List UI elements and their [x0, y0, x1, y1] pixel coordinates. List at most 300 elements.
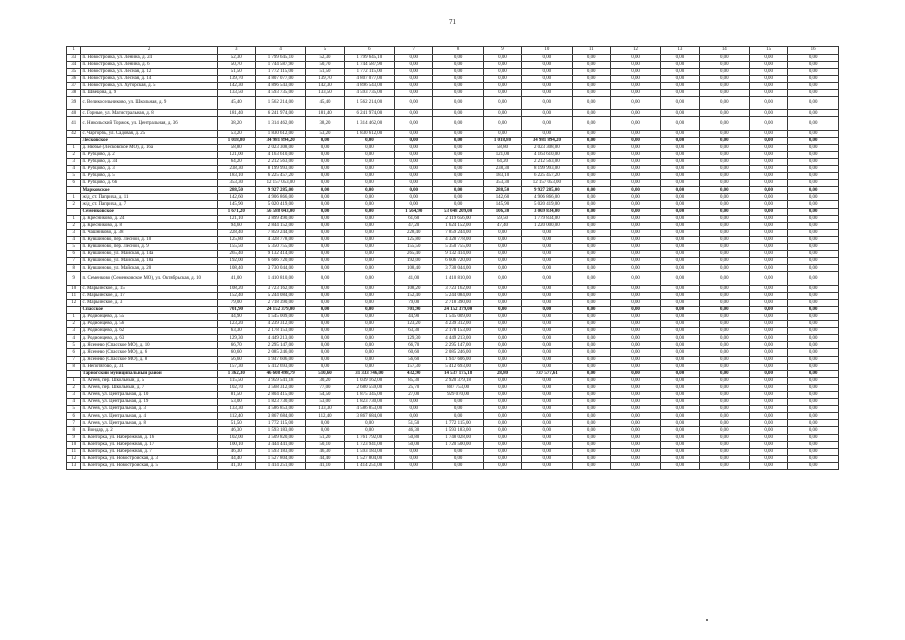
value-cell: 0,00 — [306, 158, 344, 165]
value-cell: 0,00 — [750, 117, 788, 130]
value-cell: 0,00 — [750, 272, 788, 285]
address-cell: п. Кувшиново, ул. Майская, д. 18а — [81, 258, 217, 265]
value-cell: 1 799 645,10 — [255, 54, 306, 61]
value-cell: 0,00 — [522, 299, 573, 306]
value-cell: 4 239 312,00 — [433, 321, 484, 328]
value-cell: 1 593 183,00 — [433, 427, 484, 434]
row-number-cell: 10 — [67, 441, 81, 448]
value-cell: 0,00 — [572, 384, 610, 391]
value-cell: 0,00 — [661, 349, 699, 356]
address-cell: д. Ясенево (Спасское МО), д. 6 — [81, 349, 217, 356]
value-cell: 0,00 — [433, 180, 484, 187]
value-cell: 0,00 — [610, 272, 661, 285]
value-cell: 94,60 — [217, 222, 255, 229]
row-number-cell: 40 — [67, 110, 81, 117]
value-cell: 4 807 077,00 — [344, 75, 395, 82]
value-cell: 3 444 441,00 — [255, 441, 306, 448]
row-number-cell: 33 — [67, 54, 81, 61]
row-number-cell: 3 — [67, 328, 81, 335]
value-cell: 0,00 — [661, 384, 699, 391]
value-cell: 0,00 — [610, 285, 661, 292]
value-cell: 0,00 — [610, 180, 661, 187]
value-cell: 1 772 115,00 — [255, 420, 306, 427]
value-cell: 1 947 606,00 — [255, 356, 306, 363]
value-cell: 0,00 — [395, 180, 433, 187]
value-cell: 0,00 — [306, 187, 344, 194]
value-cell: 0,00 — [483, 285, 521, 292]
value-cell: 0,00 — [788, 427, 839, 434]
value-cell: 0,00 — [699, 144, 750, 151]
table-row — [67, 244, 839, 251]
address-cell: п. Новостройка, ул. Ленина, д. 24 — [81, 54, 217, 61]
value-cell: 0,00 — [522, 68, 573, 75]
value-cell: 0,00 — [661, 82, 699, 89]
value-cell: 125,80 — [395, 236, 433, 243]
value-cell: 123,20 — [217, 321, 255, 328]
value-cell: 0,00 — [433, 399, 484, 406]
address-cell: п. Швецова, д. 9 — [81, 89, 217, 96]
address-cell: ж/д_ст. Паприха, д. 11 — [81, 194, 217, 201]
value-cell: 4 896 543,00 — [344, 82, 395, 89]
value-cell: 155,50 — [395, 244, 433, 251]
value-cell: 0,00 — [661, 215, 699, 222]
value-cell: 0,00 — [610, 427, 661, 434]
value-cell: 0,00 — [433, 462, 484, 469]
value-cell: 1 564,90 — [395, 208, 433, 215]
value-cell: 0,00 — [788, 194, 839, 201]
value-cell: 53,20 — [217, 130, 255, 137]
value-cell: 3 730 044,00 — [433, 265, 484, 272]
value-cell: 0,00 — [750, 68, 788, 75]
value-cell: 432,90 — [395, 370, 433, 377]
value-cell: 4 328 778,00 — [255, 236, 306, 243]
value-cell: 2 680 559,00 — [344, 384, 395, 391]
value-cell: 0,00 — [306, 306, 344, 313]
value-cell: 0,00 — [661, 306, 699, 313]
value-cell: 4 163 610,00 — [522, 151, 573, 158]
value-cell: 0,00 — [610, 201, 661, 208]
value-cell: 0,00 — [699, 272, 750, 285]
value-cell: 102,70 — [217, 384, 255, 391]
value-cell: 0,00 — [610, 420, 661, 427]
row-number-cell: 38 — [67, 89, 81, 96]
table-body — [67, 47, 839, 470]
value-cell: 0,00 — [610, 82, 661, 89]
value-cell: 0,00 — [483, 335, 521, 342]
value-cell: 145,90 — [217, 201, 255, 208]
address-cell: д. Нюбье (Лесковское МО), д. 16а — [81, 144, 217, 151]
value-cell: 0,00 — [750, 370, 788, 377]
value-cell: 28,80 — [483, 370, 521, 377]
value-cell: 0,00 — [661, 151, 699, 158]
value-cell: 0,00 — [306, 144, 344, 151]
value-cell: 9 927 285,00 — [522, 187, 573, 194]
value-cell: 0,00 — [750, 158, 788, 165]
value-cell: 0,00 — [788, 399, 839, 406]
address-cell: Лесковское — [81, 137, 217, 144]
value-cell: 4 593 735,00 — [344, 89, 395, 96]
value-cell: 0,00 — [750, 392, 788, 399]
value-cell: 45,40 — [217, 97, 255, 110]
value-cell: 0,00 — [750, 462, 788, 469]
value-cell: 4 896 543,00 — [255, 82, 306, 89]
value-cell: 0,00 — [610, 377, 661, 384]
value-cell: 0,00 — [699, 130, 750, 137]
value-cell: 0,00 — [610, 75, 661, 82]
value-cell: 0,00 — [699, 328, 750, 335]
column-number-header: 5 — [306, 47, 344, 55]
value-cell: 51,50 — [306, 68, 344, 75]
value-cell: 0,00 — [661, 370, 699, 377]
value-cell: 0,00 — [344, 363, 395, 370]
value-cell: 0,00 — [699, 462, 750, 469]
value-cell: 0,00 — [699, 420, 750, 427]
value-cell: 0,00 — [483, 110, 521, 117]
value-cell: 0,00 — [610, 455, 661, 462]
value-cell: 0,00 — [483, 349, 521, 356]
value-cell: 2 718 390,00 — [255, 299, 306, 306]
value-cell: 1 562 214,00 — [255, 97, 306, 110]
value-cell: 45,40 — [306, 97, 344, 110]
value-cell: 0,00 — [522, 117, 573, 130]
value-cell: 1 830 612,00 — [255, 130, 306, 137]
value-cell: 0,00 — [522, 342, 573, 349]
value-cell: 0,00 — [395, 173, 433, 180]
value-cell: 3 723 162,00 — [255, 285, 306, 292]
value-cell: 52,30 — [306, 54, 344, 61]
value-cell: 79,00 — [395, 299, 433, 306]
value-cell: 0,00 — [750, 244, 788, 251]
value-cell: 0,00 — [572, 68, 610, 75]
address-cell: п. Чашниково, д. 38 — [81, 229, 217, 236]
value-cell: 0,00 — [699, 244, 750, 251]
value-cell: 0,00 — [483, 236, 521, 243]
table-row — [67, 399, 839, 406]
value-cell: 0,00 — [788, 349, 839, 356]
address-cell: д. Родионцево, д. 62 — [81, 328, 217, 335]
value-cell: 0,00 — [788, 97, 839, 110]
value-cell: 0,00 — [788, 272, 839, 285]
value-cell: 0,00 — [483, 244, 521, 251]
value-cell: 7 859 244,00 — [255, 229, 306, 236]
value-cell: 0,00 — [699, 292, 750, 299]
value-cell: 0,00 — [750, 299, 788, 306]
value-cell: 0,00 — [522, 427, 573, 434]
value-cell: 0,00 — [433, 166, 484, 173]
value-cell: 0,00 — [661, 244, 699, 251]
value-cell: 0,00 — [788, 384, 839, 391]
value-cell: 0,00 — [572, 244, 610, 251]
table-row — [67, 349, 839, 356]
value-cell: 52,30 — [217, 54, 255, 61]
value-cell: 0,00 — [661, 356, 699, 363]
value-cell: 0,00 — [788, 377, 839, 384]
value-cell: 288,50 — [217, 187, 255, 194]
value-cell: 58,80 — [483, 144, 521, 151]
value-cell: 737 577,61 — [522, 370, 573, 377]
value-cell: 0,00 — [483, 292, 521, 299]
value-cell: 0,00 — [699, 356, 750, 363]
value-cell: 0,00 — [610, 151, 661, 158]
value-cell: 0,00 — [750, 285, 788, 292]
value-cell: 0,00 — [433, 187, 484, 194]
value-cell: 0,00 — [572, 158, 610, 165]
value-cell: 0,00 — [306, 313, 344, 320]
value-cell: 5 020 419,00 — [522, 201, 573, 208]
column-number-header: 10 — [522, 47, 573, 55]
value-cell: 0,00 — [572, 187, 610, 194]
value-cell: 2 023 308,00 — [522, 144, 573, 151]
address-cell: д. Кресниково, д. 24 — [81, 215, 217, 222]
value-cell: 0,00 — [610, 258, 661, 265]
value-cell: 56,60 — [395, 356, 433, 363]
table-row — [67, 406, 839, 413]
value-cell: 0,00 — [344, 180, 395, 187]
value-cell: 6 241 974,00 — [344, 110, 395, 117]
value-cell: 0,00 — [395, 144, 433, 151]
value-cell: 0,00 — [699, 448, 750, 455]
value-cell: 31 333 746,00 — [344, 370, 395, 377]
row-number-cell: 2 — [67, 222, 81, 229]
value-cell: 0,00 — [750, 292, 788, 299]
value-cell: 0,00 — [788, 61, 839, 68]
value-cell: 56,60 — [217, 356, 255, 363]
value-cell: 2 023 308,00 — [255, 144, 306, 151]
value-cell: 3 509 820,00 — [255, 434, 306, 441]
value-cell: 0,00 — [610, 144, 661, 151]
value-cell: 0,00 — [750, 144, 788, 151]
value-cell: 0,00 — [750, 236, 788, 243]
value-cell: 0,00 — [433, 173, 484, 180]
value-cell: 0,00 — [750, 265, 788, 272]
value-cell: 0,00 — [572, 222, 610, 229]
address-cell: п. Кувшиново, пер. Лесной, д. 9 — [81, 244, 217, 251]
value-cell: 0,00 — [699, 229, 750, 236]
value-cell: 0,00 — [522, 356, 573, 363]
value-cell: 0,00 — [483, 427, 521, 434]
value-cell: 0,00 — [610, 244, 661, 251]
value-cell: 0,00 — [788, 236, 839, 243]
column-number-header: 13 — [661, 47, 699, 55]
value-cell: 0,00 — [572, 229, 610, 236]
value-cell: 0,00 — [661, 342, 699, 349]
value-cell: 0,00 — [572, 110, 610, 117]
value-cell: 0,00 — [395, 201, 433, 208]
address-cell: д. Родионцево, д. 56 — [81, 321, 217, 328]
value-cell: 0,00 — [344, 328, 395, 335]
value-cell: 0,00 — [750, 180, 788, 187]
value-cell: 0,00 — [750, 173, 788, 180]
value-cell: 0,00 — [433, 61, 484, 68]
row-number-cell: 7 — [67, 356, 81, 363]
value-cell: 0,00 — [344, 299, 395, 306]
value-cell: 0,00 — [395, 97, 433, 110]
value-cell: 53,20 — [306, 130, 344, 137]
address-cell: с. Великосельниково, ул. Школьная, д. 9 — [81, 97, 217, 110]
value-cell: 0,00 — [661, 265, 699, 272]
value-cell: 5 020 419,00 — [255, 201, 306, 208]
value-cell: 2 718 390,00 — [433, 299, 484, 306]
value-cell: 79,00 — [217, 299, 255, 306]
table-row — [67, 342, 839, 349]
table-row — [67, 130, 839, 137]
value-cell: 0,00 — [483, 462, 521, 469]
row-number-cell: 41 — [67, 117, 81, 130]
value-cell: 0,00 — [522, 292, 573, 299]
value-cell: 100,10 — [217, 441, 255, 448]
value-cell: 1 761 792,00 — [344, 434, 395, 441]
value-cell: 0,00 — [661, 89, 699, 96]
value-cell: 0,00 — [750, 215, 788, 222]
row-number-cell: 5 — [67, 342, 81, 349]
value-cell: 1 772 115,00 — [255, 68, 306, 75]
address-cell: п. Новостройка, ул. Ленина, д. 6 — [81, 61, 217, 68]
value-cell: 0,00 — [572, 137, 610, 144]
table-row — [67, 117, 839, 130]
value-cell: 0,00 — [483, 399, 521, 406]
row-number-cell: 1 — [67, 144, 81, 151]
row-number-cell: 4 — [67, 236, 81, 243]
value-cell: 0,00 — [788, 462, 839, 469]
table-row — [67, 54, 839, 61]
value-cell: 0,00 — [610, 384, 661, 391]
value-cell: 7 859 244,00 — [433, 229, 484, 236]
value-cell: 0,00 — [750, 187, 788, 194]
value-cell: 0,00 — [433, 68, 484, 75]
value-cell: 5 412 693,00 — [255, 363, 306, 370]
value-cell: 1 314 462,00 — [255, 117, 306, 130]
value-cell: 0,00 — [572, 462, 610, 469]
table-row — [67, 258, 839, 265]
value-cell: 133,50 — [217, 89, 255, 96]
value-cell: 0,00 — [306, 285, 344, 292]
value-cell: 0,00 — [522, 335, 573, 342]
column-number-header: 3 — [217, 47, 255, 55]
value-cell: 0,00 — [306, 356, 344, 363]
value-cell: 0,00 — [788, 201, 839, 208]
value-cell: 0,00 — [522, 328, 573, 335]
value-cell: 0,00 — [788, 285, 839, 292]
value-cell: 0,00 — [610, 406, 661, 413]
value-cell: 8 199 993,00 — [255, 166, 306, 173]
value-cell: 0,00 — [610, 166, 661, 173]
value-cell: 0,00 — [610, 434, 661, 441]
value-cell: 0,00 — [572, 321, 610, 328]
value-cell: 0,00 — [699, 335, 750, 342]
value-cell: 0,00 — [788, 229, 839, 236]
table-row — [67, 328, 839, 335]
value-cell: 0,00 — [483, 306, 521, 313]
value-cell: 0,00 — [572, 144, 610, 151]
value-cell: 0,00 — [344, 272, 395, 285]
value-cell: 46,30 — [217, 427, 255, 434]
value-cell: 50,70 — [306, 61, 344, 68]
value-cell: 46,30 — [395, 427, 433, 434]
value-cell: 0,00 — [483, 420, 521, 427]
address-cell: п. Рубцово, д. 2 — [81, 151, 217, 158]
value-cell: 142,60 — [217, 194, 255, 201]
value-cell: 0,00 — [661, 285, 699, 292]
value-cell: 0,00 — [433, 82, 484, 89]
row-number-cell: 8 — [67, 363, 81, 370]
value-cell: 0,00 — [344, 321, 395, 328]
value-cell: 139,70 — [217, 75, 255, 82]
value-cell: 0,00 — [610, 399, 661, 406]
value-cell: 0,00 — [483, 448, 521, 455]
value-cell: 0,00 — [344, 194, 395, 201]
value-cell: 64,20 — [217, 158, 255, 165]
value-cell: 0,00 — [750, 75, 788, 82]
value-cell: 265,40 — [395, 251, 433, 258]
row-number-cell: 4 — [67, 166, 81, 173]
value-cell: 0,00 — [483, 413, 521, 420]
value-cell: 0,00 — [788, 265, 839, 272]
value-cell: 0,00 — [522, 251, 573, 258]
value-cell: 0,00 — [750, 377, 788, 384]
value-cell: 0,00 — [788, 130, 839, 137]
table-row — [67, 82, 839, 89]
value-cell: 0,00 — [344, 342, 395, 349]
value-cell: 192,00 — [217, 258, 255, 265]
row-number-cell — [67, 306, 81, 313]
value-cell: 0,00 — [788, 370, 839, 377]
value-cell: 0,00 — [699, 187, 750, 194]
value-cell: 63,30 — [217, 328, 255, 335]
table-row — [67, 173, 839, 180]
value-cell: 5 244 084,00 — [433, 292, 484, 299]
value-cell: 0,00 — [750, 222, 788, 229]
value-cell: 108,40 — [217, 265, 255, 272]
value-cell: 0,00 — [788, 342, 839, 349]
address-cell: п. Вондар, д. 2 — [81, 427, 217, 434]
value-cell: 0,00 — [699, 313, 750, 320]
table-row — [67, 272, 839, 285]
value-cell: 0,00 — [344, 208, 395, 215]
table-row — [67, 384, 839, 391]
value-cell: 0,00 — [395, 462, 433, 469]
address-cell: п. Непотягово, д. 31 — [81, 363, 217, 370]
value-cell: 0,00 — [344, 265, 395, 272]
value-cell: 0,00 — [661, 455, 699, 462]
district-subtotal-row — [67, 208, 839, 215]
value-cell: 0,00 — [661, 222, 699, 229]
value-cell: 0,00 — [344, 251, 395, 258]
value-cell: 0,00 — [661, 399, 699, 406]
value-cell: 0,00 — [610, 229, 661, 236]
value-cell: 0,00 — [395, 89, 433, 96]
value-cell: 0,00 — [522, 265, 573, 272]
value-cell: 0,00 — [572, 265, 610, 272]
value-cell: 0,00 — [483, 392, 521, 399]
value-cell: 0,00 — [750, 420, 788, 427]
row-number-cell: 42 — [67, 130, 81, 137]
value-cell: 0,00 — [750, 194, 788, 201]
value-cell: 0,00 — [483, 272, 521, 285]
value-cell: 51,20 — [306, 434, 344, 441]
value-cell: 121,00 — [217, 151, 255, 158]
value-cell: 0,00 — [572, 215, 610, 222]
housing-program-table — [66, 46, 839, 470]
value-cell: 9 132 414,00 — [433, 251, 484, 258]
value-cell: 0,00 — [572, 313, 610, 320]
value-cell: 1 744 587,90 — [344, 61, 395, 68]
value-cell: 0,00 — [522, 349, 573, 356]
value-cell: 0,00 — [483, 313, 521, 320]
address-cell: с. Никольский Торжок, ул. Центральная, д. 36 — [81, 117, 217, 130]
value-cell: 0,00 — [661, 144, 699, 151]
value-cell: 9 927 285,00 — [255, 187, 306, 194]
value-cell: 0,00 — [572, 151, 610, 158]
